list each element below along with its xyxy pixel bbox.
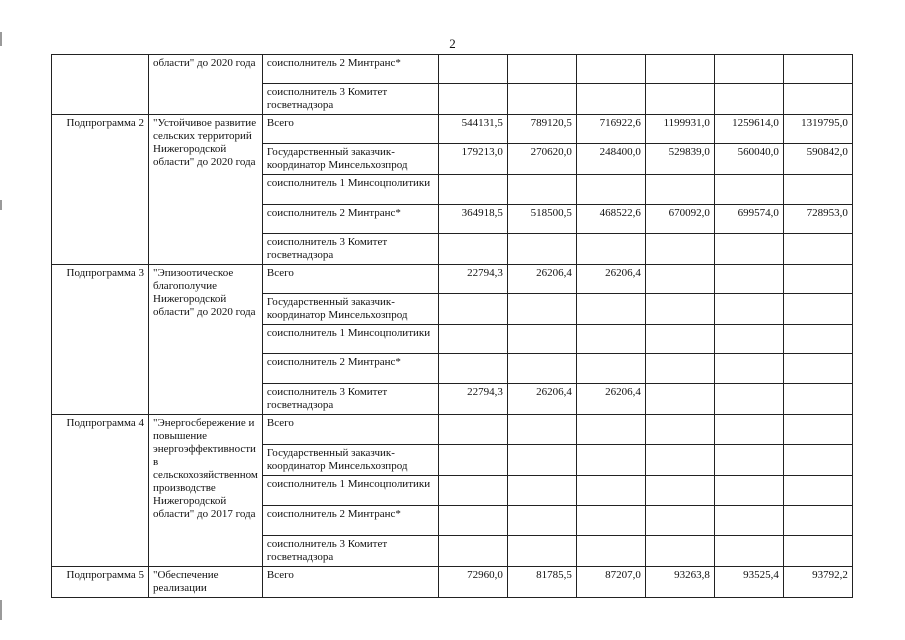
value-cell: 529839,0 [645, 144, 714, 175]
value-cell: 22794,3 [438, 265, 507, 294]
value-cell [438, 445, 507, 476]
executor-cell: соисполнитель 3 Комитет госветнадзора [262, 234, 438, 265]
value-cell [714, 384, 783, 415]
executor-cell: соисполнитель 3 Комитет госветнадзора [262, 536, 438, 567]
value-cell [645, 445, 714, 476]
table-row [52, 55, 853, 84]
subprogram-number: Подпрограмма 4 [52, 415, 149, 567]
value-cell [507, 175, 576, 205]
value-cell: 270620,0 [507, 144, 576, 175]
value-cell [645, 84, 714, 115]
executor-cell: соисполнитель 3 Комитет госветнадзора [262, 84, 438, 115]
value-cell: 26206,4 [507, 384, 576, 415]
value-cell [645, 415, 714, 445]
value-cell [438, 354, 507, 384]
table-row [52, 115, 853, 144]
executor-cell: соисполнитель 2 Минтранс* [262, 205, 438, 234]
executor-cell: соисполнитель 1 Минсоцполитики [262, 325, 438, 354]
value-cell: 544131,5 [438, 115, 507, 144]
value-cell: 26206,4 [507, 265, 576, 294]
value-cell [645, 506, 714, 536]
value-cell: 81785,5 [507, 567, 576, 598]
value-cell: 93792,2 [783, 567, 852, 598]
value-cell: 87207,0 [576, 567, 645, 598]
value-cell: 26206,4 [576, 384, 645, 415]
value-cell [576, 55, 645, 84]
value-cell [714, 84, 783, 115]
value-cell [507, 506, 576, 536]
value-cell: 560040,0 [714, 144, 783, 175]
value-cell [507, 476, 576, 506]
value-cell [714, 415, 783, 445]
value-cell [438, 84, 507, 115]
value-cell: 670092,0 [645, 205, 714, 234]
value-cell: 93525,4 [714, 567, 783, 598]
value-cell: 248400,0 [576, 144, 645, 175]
value-cell [645, 265, 714, 294]
executor-cell: соисполнитель 2 Минтранс* [262, 506, 438, 536]
value-cell [438, 536, 507, 567]
value-cell [576, 175, 645, 205]
value-cell [783, 175, 852, 205]
value-cell [783, 354, 852, 384]
value-cell [645, 325, 714, 354]
value-cell: 93263,8 [645, 567, 714, 598]
value-cell: 22794,3 [438, 384, 507, 415]
value-cell [783, 234, 852, 265]
value-cell [645, 536, 714, 567]
value-cell [438, 506, 507, 536]
value-cell [507, 234, 576, 265]
value-cell [438, 175, 507, 205]
value-cell [783, 384, 852, 415]
value-cell [576, 506, 645, 536]
value-cell [714, 265, 783, 294]
value-cell [576, 536, 645, 567]
value-cell [507, 325, 576, 354]
subprogram-number: Подпрограмма 2 [52, 115, 149, 265]
value-cell [507, 536, 576, 567]
value-cell: 1199931,0 [645, 115, 714, 144]
page-number: 2 [449, 36, 456, 51]
executor-cell: соисполнитель 1 Минсоцполитики [262, 476, 438, 506]
value-cell [576, 325, 645, 354]
value-cell [507, 354, 576, 384]
value-cell [576, 84, 645, 115]
executor-cell: Государственный заказчик-координатор Минсельхозпрод [262, 445, 438, 476]
value-cell [576, 476, 645, 506]
value-cell: 1259614,0 [714, 115, 783, 144]
scan-edge-mark [0, 200, 2, 210]
value-cell: 468522,6 [576, 205, 645, 234]
value-cell: 518500,5 [507, 205, 576, 234]
value-cell [714, 55, 783, 84]
value-cell [507, 445, 576, 476]
value-cell [645, 175, 714, 205]
value-cell [783, 325, 852, 354]
value-cell: 699574,0 [714, 205, 783, 234]
value-cell: 716922,6 [576, 115, 645, 144]
value-cell [438, 294, 507, 325]
value-cell [645, 476, 714, 506]
executor-cell: Государственный заказчик-координатор Минсельхозпрод [262, 294, 438, 325]
value-cell: 364918,5 [438, 205, 507, 234]
value-cell: 1319795,0 [783, 115, 852, 144]
value-cell [714, 506, 783, 536]
executor-cell: соисполнитель 1 Минсоцполитики [262, 175, 438, 205]
table-row [52, 415, 853, 445]
value-cell [576, 294, 645, 325]
executor-cell: соисполнитель 2 Минтранс* [262, 354, 438, 384]
subprogram-number [52, 55, 149, 115]
value-cell [714, 445, 783, 476]
value-cell [438, 55, 507, 84]
value-cell [714, 325, 783, 354]
value-cell [783, 445, 852, 476]
value-cell [507, 415, 576, 445]
executor-cell: Государственный заказчик-координатор Минсельхозпрод [262, 144, 438, 175]
executor-cell: Всего [262, 115, 438, 144]
value-cell [783, 506, 852, 536]
executor-cell: Всего [262, 567, 438, 598]
value-cell [783, 265, 852, 294]
value-cell [714, 234, 783, 265]
value-cell: 26206,4 [576, 265, 645, 294]
value-cell [645, 55, 714, 84]
value-cell [783, 55, 852, 84]
value-cell [783, 536, 852, 567]
value-cell [783, 476, 852, 506]
executor-cell: Всего [262, 415, 438, 445]
subprogram-name: "Обеспечение реализации [149, 567, 263, 598]
executor-cell: соисполнитель 3 Комитет госветнадзора [262, 384, 438, 415]
value-cell [783, 415, 852, 445]
value-cell: 72960,0 [438, 567, 507, 598]
value-cell [645, 354, 714, 384]
value-cell [507, 55, 576, 84]
executor-cell: Всего [262, 265, 438, 294]
budget-table [51, 54, 853, 598]
value-cell [645, 384, 714, 415]
value-cell [783, 84, 852, 115]
subprogram-number: Подпрограмма 5 [52, 567, 149, 598]
subprogram-name: области" до 2020 года [149, 55, 263, 115]
value-cell: 590842,0 [783, 144, 852, 175]
value-cell [645, 294, 714, 325]
subprogram-number: Подпрограмма 3 [52, 265, 149, 415]
value-cell [714, 175, 783, 205]
value-cell [507, 294, 576, 325]
subprogram-name: "Эпизоотическое благополучие Нижегородской области" до 2020 года [149, 265, 263, 415]
value-cell [714, 476, 783, 506]
executor-cell: соисполнитель 2 Минтранс* [262, 55, 438, 84]
value-cell [438, 234, 507, 265]
subprogram-name: "Устойчивое развитие сельских территорий Нижегородской области" до 2020 года [149, 115, 263, 265]
value-cell [714, 354, 783, 384]
value-cell [645, 234, 714, 265]
value-cell [438, 415, 507, 445]
value-cell [714, 536, 783, 567]
value-cell: 789120,5 [507, 115, 576, 144]
table-row [52, 265, 853, 294]
value-cell [576, 234, 645, 265]
value-cell: 728953,0 [783, 205, 852, 234]
value-cell [507, 84, 576, 115]
table-row [52, 567, 853, 598]
scan-edge-mark [0, 600, 2, 620]
value-cell [576, 445, 645, 476]
value-cell: 179213,0 [438, 144, 507, 175]
value-cell [438, 476, 507, 506]
value-cell [576, 354, 645, 384]
value-cell [783, 294, 852, 325]
value-cell [438, 325, 507, 354]
value-cell [576, 415, 645, 445]
value-cell [714, 294, 783, 325]
subprogram-name: "Энергосбережение и повышение энергоэффективности в сельскохозяйственном производстве Нижегородской области" до 2017 года [149, 415, 263, 567]
scan-edge-mark [0, 32, 2, 46]
